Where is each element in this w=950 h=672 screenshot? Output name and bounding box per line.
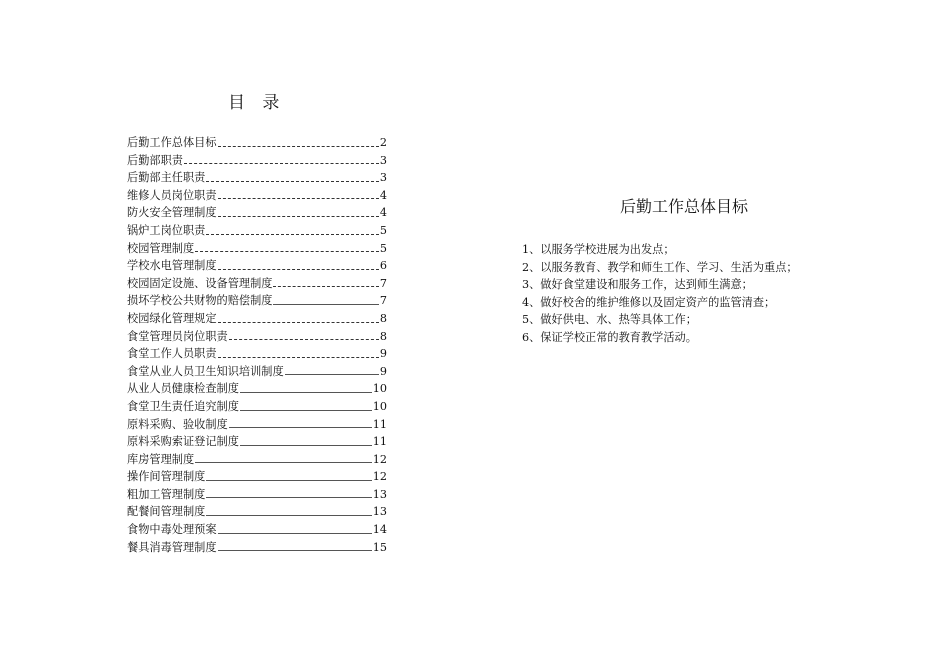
toc-leader: [273, 285, 378, 287]
toc-leader: [273, 303, 378, 305]
toc-entry-label: 后勤部职责: [127, 153, 183, 167]
toc-entry-page: 12: [372, 470, 387, 484]
toc-leader: [206, 233, 379, 235]
toc-entry[interactable]: [127, 134, 387, 152]
toc-entry[interactable]: [127, 416, 387, 434]
toc-entry-page: 9: [379, 347, 387, 361]
toc-entry-label: 原料采购、验收制度: [127, 417, 228, 431]
toc-entry-page: 2: [379, 136, 387, 149]
toc-entry-page: 8: [379, 329, 387, 343]
toc-leader: [218, 532, 372, 534]
toc-entry-page: 11: [372, 435, 387, 449]
toc-leader: [206, 496, 371, 498]
toc-entry-page: 7: [379, 276, 387, 290]
toc-entry-page: 10: [372, 382, 387, 396]
toc-entry-label: 原料采购索证登记制度: [127, 435, 239, 449]
toc-entry-label: 食物中毒处理预案: [127, 523, 217, 537]
toc-leader: [206, 180, 379, 182]
toc-entry[interactable]: [127, 240, 387, 258]
toc-leader: [240, 409, 372, 411]
toc-entry[interactable]: [127, 433, 387, 451]
toc-entry[interactable]: [127, 292, 387, 310]
toc-leader: [206, 479, 371, 481]
toc-entry[interactable]: [127, 257, 387, 275]
toc-entry-page: 13: [372, 505, 387, 519]
toc-leader: [240, 444, 372, 446]
goal-list: [522, 241, 798, 347]
toc-entry[interactable]: [127, 187, 387, 205]
toc-entry-label: 食堂从业人员卫生知识培训制度: [127, 364, 284, 378]
toc-leader: [195, 250, 379, 252]
toc-entry-label: 校园绿化管理规定: [127, 311, 217, 325]
toc-entry-page: 11: [372, 417, 387, 431]
toc-entry-page: 8: [379, 311, 387, 325]
toc-leader: [218, 215, 379, 217]
toc-entry[interactable]: [127, 468, 387, 486]
toc-entry-label: 配餐间管理制度: [127, 505, 206, 519]
toc-entry[interactable]: [127, 345, 387, 363]
toc-entry[interactable]: [127, 451, 387, 469]
toc-leader: [229, 426, 372, 428]
toc-entry-page: 7: [379, 294, 387, 308]
toc-entry[interactable]: [127, 380, 387, 398]
goal-item: 5、做好供电、水、热等具体工作；: [522, 313, 697, 327]
toc-entry[interactable]: [127, 310, 387, 328]
toc-entry-page: 5: [379, 223, 387, 237]
toc-entry[interactable]: [127, 503, 387, 521]
goal-item: 6、保证学校正常的教育教学活动。: [522, 330, 697, 344]
toc-entry-page: 4: [379, 206, 387, 220]
toc-entry-page: 5: [379, 241, 387, 255]
toc-entry-label: 餐具消毒管理制度: [127, 540, 217, 554]
toc-entry[interactable]: [127, 204, 387, 222]
toc-leader: [218, 268, 379, 270]
toc-entry-label: 校园管理制度: [127, 241, 195, 255]
toc-entry[interactable]: [127, 169, 387, 187]
toc-entry-label: 锅炉工岗位职责: [127, 223, 206, 237]
goal-item: 1、以服务学校进展为出发点；: [522, 243, 675, 256]
toc-leader: [184, 162, 379, 164]
toc-entry[interactable]: [127, 363, 387, 381]
toc-entry-label: 后勤工作总体目标: [127, 136, 217, 149]
toc-leader: [206, 514, 371, 516]
toc-entry-label: 维修人员岗位职责: [127, 188, 217, 202]
toc-list: [127, 134, 387, 556]
toc-leader: [195, 461, 372, 463]
toc-entry[interactable]: [127, 486, 387, 504]
toc-entry-page: 3: [379, 153, 387, 167]
goal-item: 4、做好校舍的维护维修以及固定资产的监管清查；: [522, 295, 776, 309]
toc-entry-label: 损坏学校公共财物的赔偿制度: [127, 294, 273, 308]
toc-entry-page: 3: [379, 171, 387, 185]
toc-entry[interactable]: [127, 398, 387, 416]
toc-entry-label: 库房管理制度: [127, 452, 195, 466]
toc-leader: [285, 373, 379, 375]
toc-leader: [218, 197, 379, 199]
toc-entry-page: 9: [379, 364, 387, 378]
toc-entry[interactable]: [127, 222, 387, 240]
toc-entry-page: 4: [379, 188, 387, 202]
toc-entry-page: 15: [372, 540, 387, 554]
toc-entry-label: 食堂工作人员职责: [127, 347, 217, 361]
toc-entry-label: 防火安全管理制度: [127, 206, 217, 220]
toc-leader: [218, 145, 379, 147]
toc-entry[interactable]: [127, 539, 387, 557]
toc-entry[interactable]: [127, 152, 387, 170]
toc-entry-page: 13: [372, 487, 387, 501]
toc-entry[interactable]: [127, 521, 387, 539]
section-title: 后勤工作总体目标: [620, 197, 749, 216]
toc-entry-page: 10: [372, 399, 387, 413]
toc-entry-page: 14: [372, 523, 387, 537]
toc-entry-label: 粗加工管理制度: [127, 487, 206, 501]
goal-item: 2、以服务教育、教学和师生工作、学习、生活为重点；: [522, 260, 798, 274]
toc-entry-page: 6: [379, 259, 387, 273]
goal-item: 3、做好食堂建设和服务工作，达到师生满意；: [522, 278, 753, 292]
toc-leader: [218, 356, 379, 358]
toc-entry-page: 12: [372, 452, 387, 466]
toc-entry-label: 学校水电管理制度: [127, 259, 217, 273]
toc-entry-label: 从业人员健康检查制度: [127, 382, 239, 396]
content-page: [475, 0, 950, 672]
toc-leader: [218, 549, 372, 551]
toc-entry-label: 校园固定设施、设备管理制度: [127, 276, 273, 290]
toc-entry[interactable]: [127, 328, 387, 346]
toc-leader: [240, 391, 372, 393]
toc-entry-label: 操作间管理制度: [127, 470, 206, 484]
toc-leader: [229, 338, 379, 340]
toc-entry-label: 食堂管理员岗位职责: [127, 329, 228, 343]
toc-entry-label: 后勤部主任职责: [127, 171, 206, 185]
toc-entry[interactable]: [127, 275, 387, 293]
toc-leader: [218, 321, 379, 323]
toc-title: 目 录: [228, 93, 286, 113]
toc-entry-label: 食堂卫生责任追究制度: [127, 399, 239, 413]
